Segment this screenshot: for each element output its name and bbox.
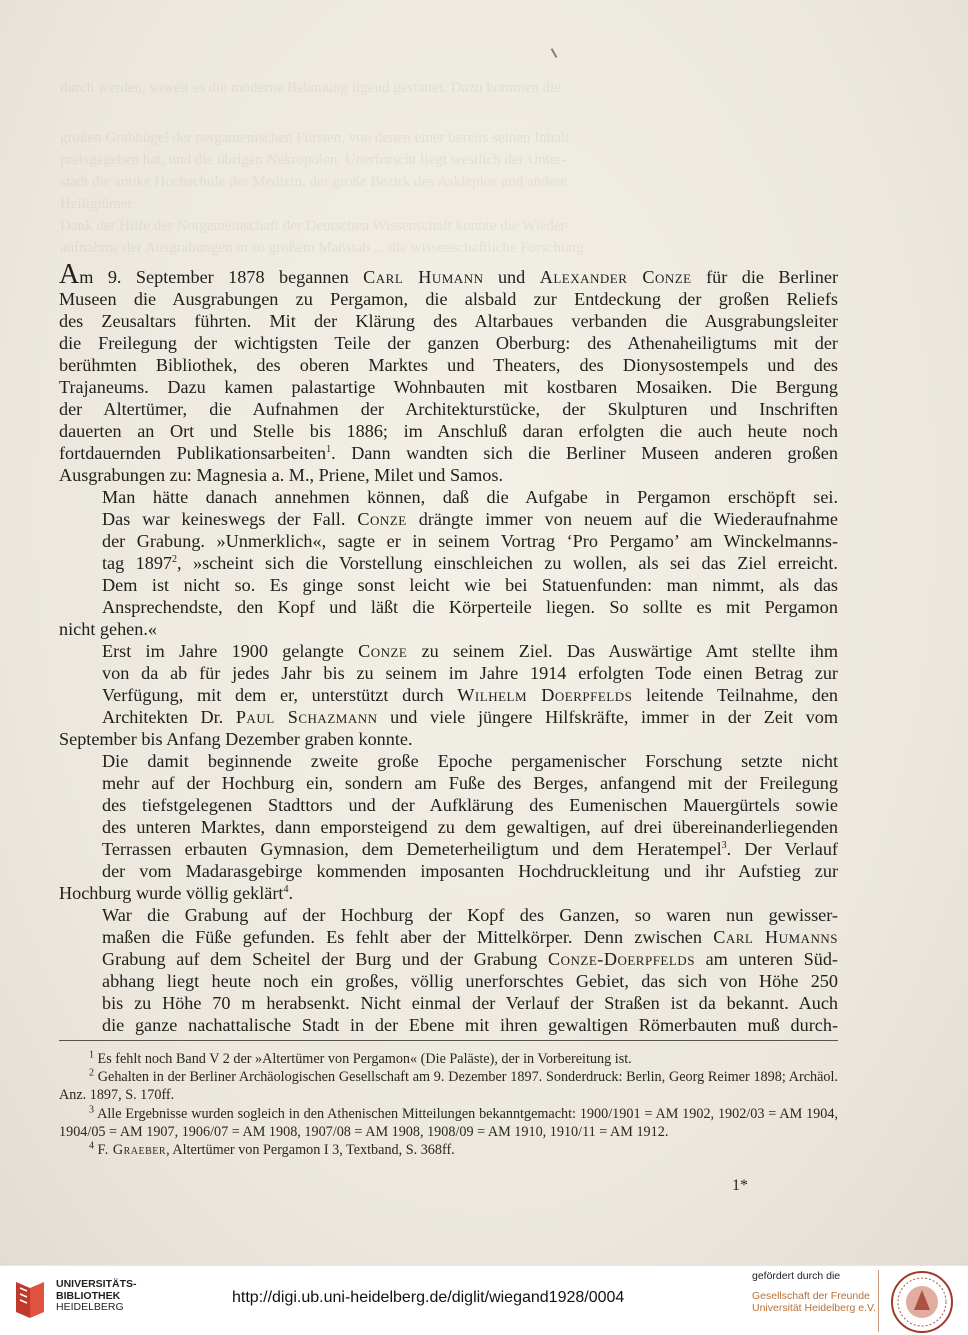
- text-line: der Grabung. »Unmerklich«, sagte er in seinem Vortrag ‘Pro Pergamo’ am Winckelmanns-: [102, 531, 838, 551]
- text-span: tag 1897: [102, 553, 173, 573]
- text-line: Trajaneums. Dazu kamen palastartige Wohnbauten mit kostbaren Mosaiken. Die Bergung: [59, 377, 838, 397]
- sponsor-label: gefördert durch die: [752, 1270, 841, 1282]
- text-span: leitende Teilnahme, den: [632, 685, 839, 705]
- text-line: dauerten an Ort und Stelle bis 1886; im Anschluß daran erfolgten die auch heute noch: [59, 421, 838, 441]
- text-line: Dem ist nicht so. Es ginge sonst leicht wie bei Statuenfunden: man nimmt, als das: [102, 575, 838, 595]
- sponsor-name-line: Gesellschaft der Freunde: [752, 1290, 870, 1302]
- person-name: Carl Humann: [363, 267, 484, 287]
- text-line: der vom Madarasgebirge kommenden imposanten Hochdruckleitung und ihr Aufstieg zur: [102, 861, 838, 881]
- text-span: Terrassen erbauten Gymnasion, dem Demeterheiligtum und dem Heratempel: [102, 839, 722, 859]
- person-name: Conze: [358, 641, 408, 661]
- text-span: m 9. September 1878 begannen: [79, 267, 364, 287]
- text-line: September bis Anfang Dezember graben konnte.: [59, 729, 413, 749]
- footnote-3: [59, 1105, 838, 1141]
- text-line: [59, 259, 839, 290]
- footer-divider: [878, 1270, 879, 1332]
- text-span: für die Berliner: [691, 267, 839, 287]
- text-line: [59, 640, 838, 662]
- university-seal-icon[interactable]: [890, 1270, 954, 1334]
- person-name: Conze-Doerpfelds: [547, 949, 695, 969]
- initial-letter: A: [59, 259, 80, 290]
- paragraph-2: [59, 486, 838, 640]
- text-line: die Freilegung der wichtigsten Teile der ganzen Oberburg: des Athenaheiligtums mit der: [59, 333, 838, 353]
- paragraph-1: [59, 259, 839, 486]
- text-span: , »scheint sich die Vorstellung einschleichen zu wollen, als sei das Ziel erreicht.: [177, 553, 838, 573]
- paragraph-3: [59, 640, 838, 750]
- bleed-through-line: preisgegeben hat, und die übrigen Nekropolen. Unerforscht liegt westlich der Unter-: [60, 152, 567, 168]
- footnote-divider: [59, 1040, 838, 1041]
- text-span: drängte immer von neuem auf die Wiederaufnahme: [406, 509, 838, 529]
- text-span: und: [483, 267, 540, 287]
- text-line: [59, 442, 838, 464]
- footnote-number: 3: [89, 1103, 94, 1115]
- text-line: bis zu Höhe 70 m herabsenkt. Nicht einmal der Verlauf der Straßen ist da bekannt. Auch: [102, 993, 838, 1013]
- library-name[interactable]: [56, 1279, 137, 1314]
- footnote-2: [59, 1068, 838, 1104]
- footnote-text: Gehalten in der Berliner Archäologischen Gesellschaft am 9. Dezember 1897. Sonderdruck: Berlin, Georg Reimer 1898; Archäol. Anz. 1897, S. 170ff.: [59, 1069, 839, 1104]
- person-name: Paul Schazmann: [235, 707, 378, 727]
- footnote-number: 2: [89, 1067, 94, 1079]
- person-name: Conze: [357, 509, 407, 529]
- sponsor-name[interactable]: [752, 1290, 876, 1314]
- text-line: War die Grabung auf der Hochburg der Kopf des Ganzen, so waren nun gewisser-: [102, 905, 838, 925]
- text-span: . Der Verlauf: [726, 839, 838, 859]
- text-span: Grabung auf dem Scheitel der Burg und der Grabung: [102, 949, 548, 969]
- permalink-url[interactable]: http://digi.ub.uni-heidelberg.de/diglit/wiegand1928/0004: [232, 1289, 625, 1306]
- footnote-ref[interactable]: 4: [283, 883, 289, 895]
- footnote-number: 4: [89, 1140, 94, 1152]
- footnote-text: , Altertümer von Pergamon I 3, Textband, S. 368ff.: [166, 1142, 455, 1159]
- main-text: [59, 259, 839, 1036]
- footnote-number: 1: [89, 1049, 94, 1061]
- library-name-line: HEIDELBERG: [56, 1301, 124, 1313]
- text-line: der Altertümer, die Aufnahmen der Architekturstücke, der Skulpturen und Inschriften: [59, 399, 838, 419]
- text-line: von da ab für jedes Jahr bis zu seinem im Jahre 1914 erfolgten Tode einen Betrag zur: [102, 663, 838, 683]
- text-line: nicht gehen.«: [59, 619, 157, 639]
- text-line: [59, 948, 838, 970]
- footnotes: [59, 1050, 838, 1159]
- text-line: abhang liegt heute noch ein großes, völlig unerforschtes Gebiet, das sich von Höhe 250: [102, 971, 838, 991]
- text-span: .: [288, 883, 293, 903]
- text-line: [59, 926, 838, 948]
- text-line: die ganze nachattalische Stadt in der Ebene mit ihren gewaltigen Römerbauten muß durch-: [102, 1015, 838, 1035]
- text-span: am unteren Süd-: [694, 949, 838, 969]
- text-span: zu seinem Ziel. Das Auswärtige Amt stellte ihm: [407, 641, 838, 661]
- bleed-through-line: stadt die antike Hochschule der Medizin, der große Bezirk des Asklepios und andere: [60, 174, 567, 190]
- bleed-through-line: durch werden, soweit es die moderne Bebauung irgend gestattet. Dazu kommen die: [60, 80, 561, 96]
- text-line: Man hätte danach annehmen können, daß die Aufgabe in Pergamon erschöpft sei.: [102, 487, 838, 507]
- text-span: Das war keineswegs der Fall.: [102, 509, 358, 529]
- text-span: . Dann wandten sich die Berliner Museen anderen großen: [331, 443, 838, 463]
- text-line: [59, 684, 838, 706]
- text-line: Die damit beginnende zweite große Epoche pergamenischer Forschung setzte nicht: [102, 751, 838, 771]
- library-logo-icon[interactable]: [12, 1278, 48, 1322]
- footnote-ref[interactable]: 1: [326, 443, 332, 455]
- footnote-ref[interactable]: 2: [172, 553, 178, 565]
- bleed-through-line: aufnahme der Ausgrabungen in so großem Maßstab ... die wissenschaftliche Forschung: [60, 240, 584, 256]
- library-name-line: BIBLIOTHEK: [56, 1289, 121, 1302]
- text-line: des Zeusaltars führten. Mit der Klärung des Altarbaues verbanden die Ausgrabungsleiter: [59, 311, 838, 331]
- text-span: maßen die Füße gefunden. Es fehlt aber der Mittelkörper. Denn zwischen: [102, 927, 714, 947]
- pencil-mark: [551, 48, 558, 58]
- bleed-through-line: Dank der Hilfe der Notgemeinschaft der Deutschen Wissenschaft konnte die Wieder-: [60, 218, 571, 234]
- person-name: Carl Humanns: [713, 927, 839, 947]
- text-line: des unteren Marktes, dann emporsteigend zu dem gewaltigen, auf drei übereinanderliegenden: [102, 817, 838, 837]
- footnote-4: [59, 1141, 838, 1159]
- text-line: [59, 838, 838, 860]
- text-span: Erst im Jahre 1900 gelangte: [102, 641, 359, 661]
- text-line: [59, 552, 838, 574]
- footnote-text: Es fehlt noch Band V 2 der »Altertümer von Pergamon« (Die Paläste), der in Vorbereitung ist.: [97, 1051, 632, 1067]
- text-span: Architekten Dr.: [102, 707, 236, 727]
- text-line: berühmten Bibliothek, des oberen Marktes und Theaters, des Dionysostempels und des: [59, 355, 838, 375]
- paragraph-5: [59, 904, 838, 1036]
- text-line: [59, 883, 293, 903]
- text-line: Ansprechendste, den Kopf und läßt die Körperteile liegen. So sollte es mit Pergamon: [102, 597, 838, 617]
- bleed-through-line: Heiligtümer.: [60, 196, 136, 212]
- person-name: Wilhelm Doerpfelds: [457, 685, 633, 705]
- person-name: F. Graeber: [97, 1142, 167, 1159]
- footer-bar: [0, 1265, 968, 1335]
- text-line: des tiefstgelegenen Stadttors und der Aufklärung des Eumenischen Mauergürtels sowie: [102, 795, 838, 815]
- text-span: und viele jüngere Hilfskräfte, immer in der Zeit vom: [377, 707, 838, 727]
- page-number: 1*: [732, 1177, 748, 1194]
- footnote-1: [59, 1050, 838, 1068]
- text-line: Ausgrabungen zu: Magnesia a. M., Priene, Milet und Samos.: [59, 465, 504, 485]
- bleed-through-line: großen Grabhügel der pergamenischen Fürsten, von denen einer bereits seinen Inhalt: [60, 130, 570, 146]
- text-line: mehr auf der Hochburg ein, sondern am Fuße des Berges, anfangend mit der Freilegung: [102, 773, 838, 793]
- text-line: [59, 508, 838, 530]
- text-span: Hochburg wurde völlig geklärt: [59, 883, 284, 903]
- text-line: [59, 706, 838, 728]
- person-name: Alexander Conze: [539, 267, 692, 287]
- text-span: Verfügung, mit dem er, unterstützt durch: [102, 685, 458, 705]
- footnote-text: Alle Ergebnisse wurden sogleich in den Athenischen Mitteilungen bekanntgemacht: 1900/1901 = AM 1902, 1902/03 = AM 1904, 1904/05 = AM 1907, 1906/07 = AM 1908, 1907/08 = AM 1908, 1908/09 = AM 1910, 1910/11 = AM 1912.: [59, 1105, 838, 1140]
- sponsor-name-line: Universität Heidelberg e.V.: [752, 1302, 876, 1314]
- library-name-line: UNIVERSITÄTS-: [56, 1278, 137, 1290]
- paragraph-4: [59, 750, 838, 904]
- text-line: Museen die Ausgrabungen zu Pergamon, die alsbald zur Entdeckung der großen Reliefs: [59, 289, 838, 309]
- text-span: fortdauernden Publikationsarbeiten: [59, 443, 327, 463]
- footnote-ref[interactable]: 3: [721, 839, 727, 851]
